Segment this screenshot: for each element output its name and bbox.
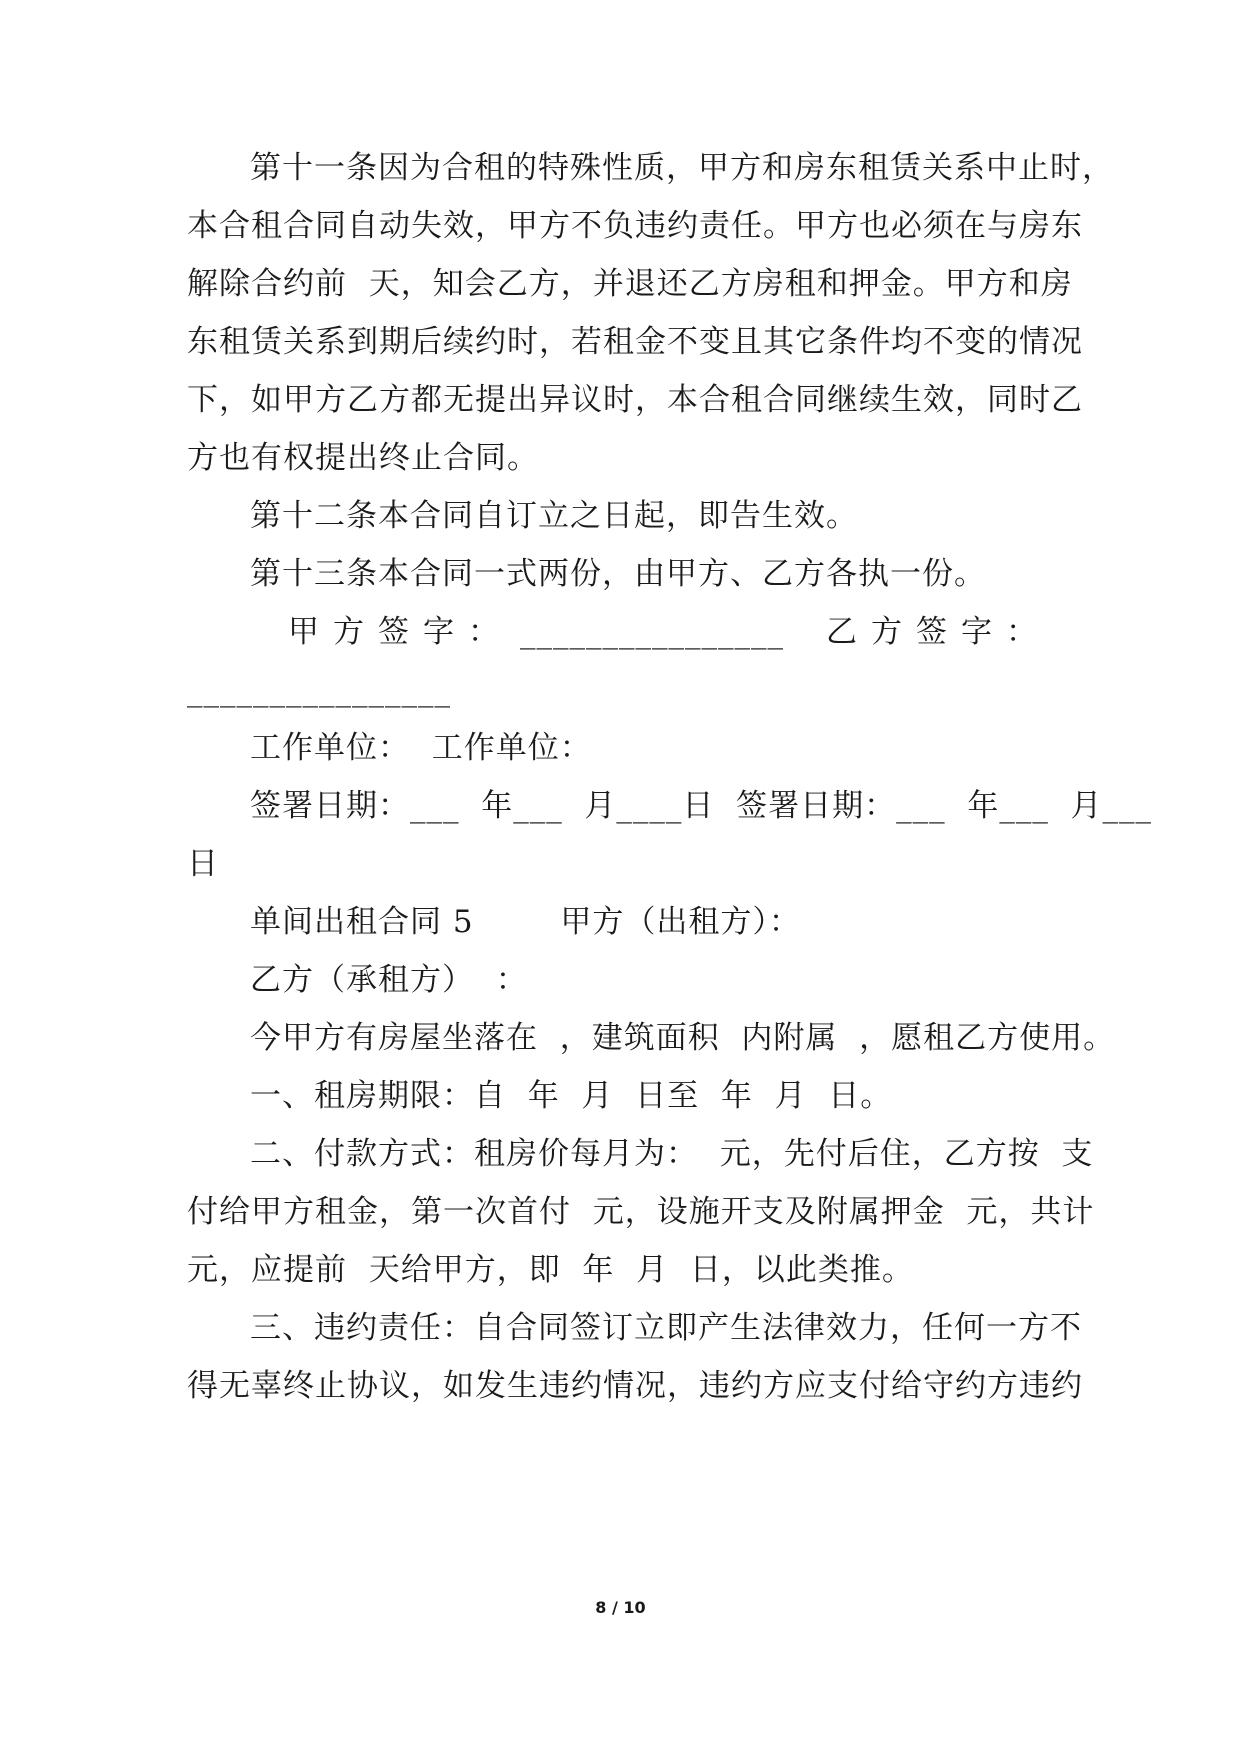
clause-11-line-6: 方也有权提出终止合同。 bbox=[187, 440, 539, 476]
clause-11-line-2: 本合租合同自动失效，甲方不负违约责任。甲方也必须在与房东 bbox=[187, 208, 1083, 244]
party-b-tenant-line: 乙方（承租方） ： bbox=[250, 962, 528, 998]
sign-date-line: 签署日期：___ 年___ 月____日 签署日期：___ 年___ 月___ bbox=[250, 788, 1153, 824]
payment-line-3: 元，应提前 天给甲方，即 年 月 日，以此类推。 bbox=[187, 1252, 914, 1288]
contract-5-title: 单间出租合同 5 甲方（出租方）： bbox=[250, 904, 801, 940]
clause-12: 第十二条本合同自订立之日起，即告生效。 bbox=[250, 498, 858, 534]
payment-line-2: 付给甲方租金，第一次首付 元，设施开支及附属押金 元，共计 bbox=[187, 1194, 1095, 1230]
payment-line-1: 二、付款方式：租房价每月为： 元，先付后住，乙方按 支 bbox=[250, 1136, 1094, 1172]
clause-11-line-5: 下，如甲方乙方都无提出异议时，本合租合同继续生效，同时乙 bbox=[187, 382, 1083, 418]
clause-11-line-3: 解除合约前 天，知会乙方，并退还乙方房租和押金。甲方和房 bbox=[187, 266, 1073, 302]
liability-line-2: 得无辜终止协议，如发生违约情况，违约方应支付给守约方违约 bbox=[187, 1368, 1083, 1404]
page-number: 8 / 10 bbox=[595, 1598, 646, 1617]
party-a-signature-blank: ________________ bbox=[520, 614, 784, 650]
term-line: 一、租房期限：自 年 月 日至 年 月 日。 bbox=[250, 1078, 893, 1114]
property-line: 今甲方有房屋坐落在 ，建筑面积 内附属 ，愿租乙方使用。 bbox=[250, 1020, 1116, 1056]
clause-11-line-1: 第十一条因为合租的特殊性质，甲方和房东租赁关系中止时， bbox=[250, 150, 1114, 186]
party-b-signature-label: 乙方签字： bbox=[826, 614, 1051, 650]
clause-13: 第十三条本合同一式两份，由甲方、乙方各执一份。 bbox=[250, 556, 986, 592]
party-b-signature-blank: ________________ bbox=[187, 672, 451, 708]
party-a-signature-label: 甲方签字： bbox=[288, 614, 513, 650]
sign-date-tail: 日 bbox=[187, 846, 219, 882]
clause-11-line-4: 东租赁关系到期后续约时，若租金不变且其它条件均不变的情况 bbox=[187, 324, 1083, 360]
work-unit-line: 工作单位： 工作单位： bbox=[250, 730, 592, 766]
liability-line-1: 三、违约责任：自合同签订立即产生法律效力，任何一方不 bbox=[250, 1310, 1082, 1346]
